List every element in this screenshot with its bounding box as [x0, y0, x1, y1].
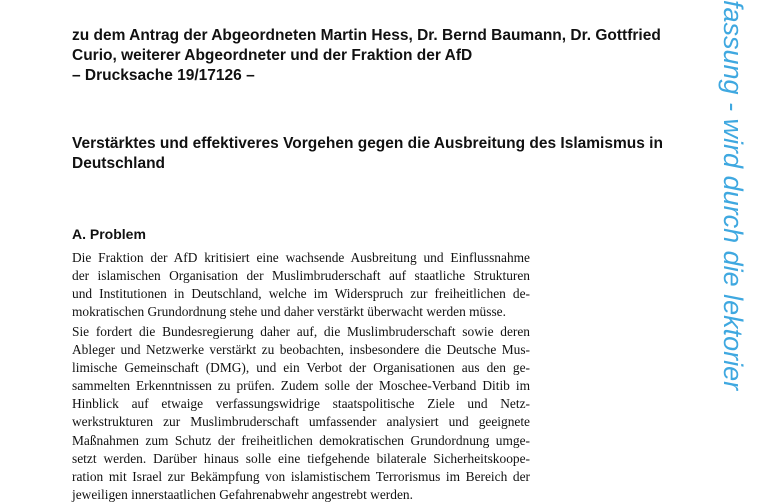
paragraph-line: Hinblick auf etwaige verfassungswidrige staatspolitische Ziele und Netz-: [72, 396, 530, 412]
paragraph-line: mokratischen Grundordnung stehe und daher verstärkt überwacht werden müsse.: [72, 304, 506, 320]
paragraph-line: limische Gemeinschaft (DMG), und ein Verbot der Organisationen aus den ge-: [72, 360, 530, 376]
reference-line: Curio, weiterer Abgeordneter und der Fraktion der AfD: [72, 47, 473, 64]
sidebar-watermark: fassung - wird durch die lektorier: [718, 0, 748, 391]
reference-line: – Drucksache 19/17126 –: [72, 67, 255, 84]
paragraph-line: der islamischen Organisation der Muslimbruderschaft auf staatliche Strukturen: [72, 268, 530, 284]
paragraph-line: Maßnahmen zum Schutz der freiheitlichen demokratischen Grundordnung umge-: [72, 432, 530, 448]
document-reference: [72, 26, 712, 86]
document-title: [72, 134, 712, 174]
reference-line: zu dem Antrag der Abgeordneten Martin Hess, Dr. Bernd Baumann, Dr. Gottfried: [72, 27, 661, 44]
paragraph-line: ration mit Israel zur Bekämpfung von islamistischem Terrorismus im Bereich der: [72, 468, 530, 484]
paragraph-line: Die Fraktion der AfD kritisiert eine wachsende Ausbreitung und Einflussnahme: [72, 250, 530, 265]
section-heading: A. Problem: [72, 226, 146, 242]
paragraph-line: Sie fordert die Bundesregierung daher auf, die Muslimbruderschaft sowie deren: [72, 324, 530, 339]
paragraph-line: und Institutionen in Deutschland, welche im Widerspruch zur freiheitlichen de-: [72, 286, 530, 302]
paragraph-line: jeweiligen innerstaatlichen Gefahrenabwehr angestrebt werden.: [72, 486, 413, 502]
title-line: Verstärktes und effektiveres Vorgehen gegen die Ausbreitung des Islamismus in: [72, 135, 663, 152]
paragraph-problem-1: [72, 249, 530, 321]
paragraph-line: werkstrukturen zur Muslimbruderschaft umfassender analysiert und geeignete: [72, 414, 530, 430]
paragraph-line: sammelten Erkenntnissen zu prüfen. Zudem solle der Moschee-Verband Ditib im: [72, 378, 530, 394]
paragraph-line: Ableger und Netzwerke verstärkt zu beobachten, insbesondere die Deutsche Mus-: [72, 342, 530, 358]
paragraph-problem-2: [72, 323, 530, 504]
title-line: Deutschland: [72, 155, 166, 172]
paragraph-line: setzt werden. Darüber hinaus solle eine tiefgehende bilaterale Sicherheitskoope-: [72, 450, 530, 466]
